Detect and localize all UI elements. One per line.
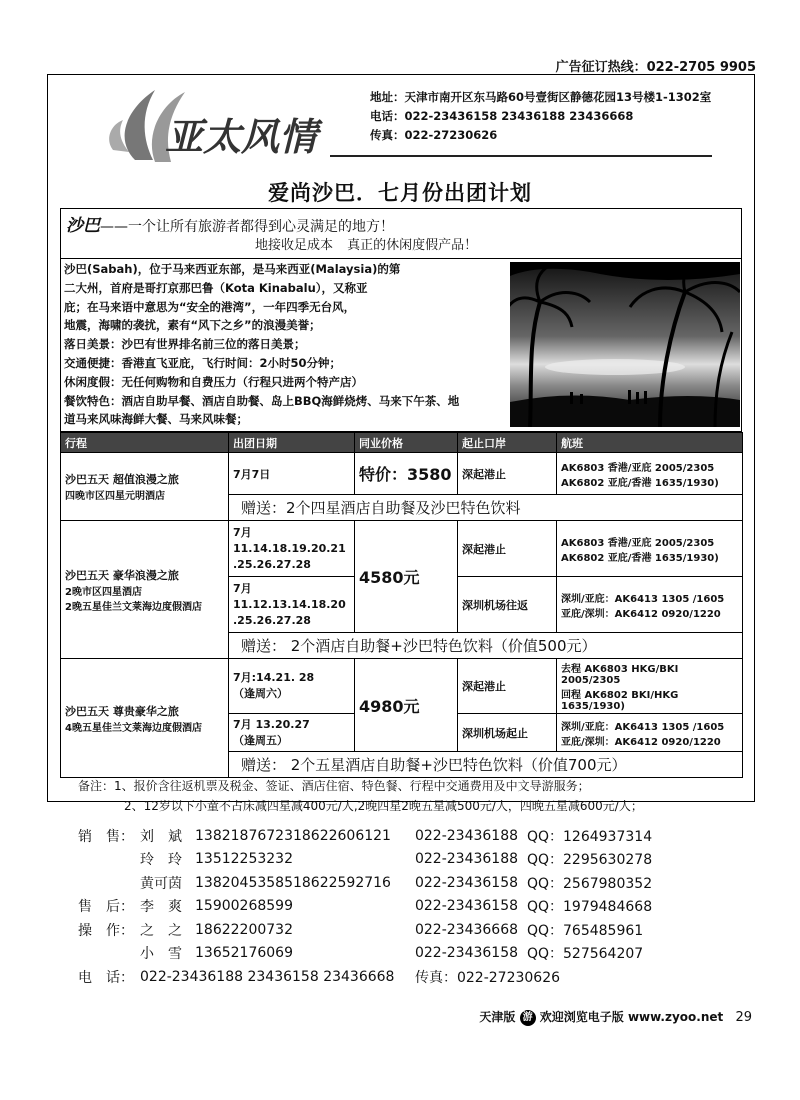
contact-role: 售 后： xyxy=(78,899,134,916)
contact-qq: QQ：765485961 xyxy=(526,922,644,939)
contact-list xyxy=(78,824,677,989)
slogan-line1 xyxy=(66,211,394,236)
intro-line: 交通便捷：香港直飞亚庇，飞行时间：2小时50分钟； xyxy=(64,355,342,370)
tour-hotel: 2晚市区四星酒店 xyxy=(65,586,142,598)
tour-cell xyxy=(61,521,229,659)
date-line: （逢周六） xyxy=(233,687,288,700)
header-cell: 航班 xyxy=(557,433,743,453)
tour-cell xyxy=(61,453,229,521)
contact-mobile: 15900268599 xyxy=(195,898,293,915)
contact-qq: QQ：2567980352 xyxy=(526,875,653,892)
tour-name: 沙巴五天 豪华浪漫之旅 xyxy=(65,568,179,582)
flight-cell xyxy=(557,521,743,577)
flight-line: 亚庇/深圳：AK6412 0920/1220 xyxy=(561,736,721,748)
gift-cell: 赠送：2个四星酒店自助餐及沙巴特色饮料 xyxy=(229,495,743,521)
tour-hotel: 四晚市区四星元明酒店 xyxy=(65,491,165,502)
price-cell: 特价：3580 xyxy=(355,453,458,495)
flight-line: AK6803 香港/亚庇 2005/2305 xyxy=(561,537,715,549)
flight-line: AK6802 亚庇/香港 1635/1930) xyxy=(561,477,719,489)
flight-line: 去程 AK6803 HKG/BKI 2005/2305 xyxy=(561,664,679,686)
contact-mobile xyxy=(293,895,415,919)
date-line: .25.26.27.28 xyxy=(233,557,311,571)
date-cell xyxy=(229,521,355,577)
contact-mobile: 13652176069 xyxy=(195,945,293,962)
ad-hotline: 广告征订热线：022-2705 9905 xyxy=(555,60,756,75)
slogan-line2: 地接收足成本 真正的休闲度假产品！ xyxy=(255,238,478,253)
date-line: .25.26.27.28 xyxy=(233,613,311,627)
flight-line: AK6803 香港/亚庇 2005/2305 xyxy=(561,462,715,474)
intro-line: 沙巴(Sabah)，位于马来西亚东部，是马来西亚(Malaysia)的第 xyxy=(64,262,401,276)
contact-tel: 022-23436158 xyxy=(414,898,519,915)
intro-line: 餐饮特色：酒店自助早餐、酒店自助餐、岛上BBQ海鲜烧烤、马来下午茶、地 xyxy=(64,393,460,408)
contact-name: 李 爽 xyxy=(140,899,182,916)
tour-hotel: 2晚五星佳兰文莱海边度假酒店 xyxy=(65,601,202,613)
contact-mobile: 18622592716 xyxy=(292,874,391,891)
intro-line: 道马来风味海鲜大餐、马来风味餐； xyxy=(64,412,248,427)
contact-mobile: 13512253232 xyxy=(195,851,293,868)
date-line: （逢周五） xyxy=(233,733,288,747)
port-cell: 深起港止 xyxy=(458,659,557,714)
company-fax: 传真：022-27230626 xyxy=(370,128,498,142)
contact-mobile: 13820453585 xyxy=(195,874,293,891)
header-cell: 同业价格 xyxy=(355,433,458,453)
header-divider xyxy=(330,155,712,157)
date-line: 7月 xyxy=(233,525,252,539)
company-contact xyxy=(370,88,711,145)
flight-line: 深圳/亚庇：AK6413 1305 /1605 xyxy=(561,721,725,733)
contact-tel: 022-23436668 xyxy=(414,921,519,938)
header-cell: 起止口岸 xyxy=(458,433,557,453)
contact-name: 刘 斌 xyxy=(140,828,182,845)
flight-cell xyxy=(557,577,743,633)
date-cell xyxy=(229,714,355,752)
phone-row xyxy=(78,965,677,989)
intro-line: 落日美景：沙巴有世界排名前三位的落日美景； xyxy=(64,337,306,352)
contact-tel: 022-23436188 xyxy=(414,827,519,844)
contact-tel: 022-23436158 xyxy=(414,945,519,962)
intro-line: 二大州，首府是哥打京那巴鲁（Kota Kinabalu），又称亚 xyxy=(64,280,368,295)
contact-name: 小 雪 xyxy=(140,946,182,963)
port-cell: 深圳机场往返 xyxy=(458,577,557,633)
flight-line: 亚庇/深圳：AK6412 0920/1220 xyxy=(561,608,721,620)
price-cell: 4580元 xyxy=(355,521,458,633)
price-cell: 4980元 xyxy=(355,659,458,752)
footer-text[interactable]: 欢迎浏览电子版 www.zyoo.net xyxy=(539,1010,724,1024)
contact-name: 黄可茵 xyxy=(140,875,182,892)
contact-role xyxy=(78,942,140,966)
contact-tel: 022-23436158 xyxy=(414,874,519,891)
date-cell xyxy=(229,659,355,714)
logo-text: 亚太风情 xyxy=(165,115,318,159)
company-logo xyxy=(105,80,335,172)
header-cell: 出团日期 xyxy=(229,433,355,453)
contact-name: 之 之 xyxy=(140,922,182,939)
gift-cell: 赠送： 2个酒店自助餐+沙巴特色饮料（价值500元） xyxy=(229,633,743,659)
intro-text xyxy=(64,260,504,429)
contact-row xyxy=(78,895,677,919)
contact-qq: QQ：2295630278 xyxy=(526,852,653,869)
table-header-row xyxy=(61,433,743,453)
slogan-text: ——一个让所有旅游者都得到心灵满足的地方！ xyxy=(100,219,394,235)
contact-mobile xyxy=(293,918,415,942)
phone-numbers: 022-23436188 23436158 23436668 xyxy=(140,968,395,985)
gift-cell: 赠送： 2个五星酒店自助餐+沙巴特色饮料（价值700元） xyxy=(229,752,743,778)
date-line: 11.12.13.14.18.20 xyxy=(233,597,346,611)
phone-label: 电 话： xyxy=(78,969,134,986)
date-line: 7月:14.21. 28 xyxy=(233,671,315,684)
page-title: 爱尚沙巴．七月份出团计划 xyxy=(268,181,532,205)
notes-label: 备注： xyxy=(78,779,115,793)
footer-edition: 天津版 xyxy=(479,1010,516,1024)
company-phone: 电话：022-23436158 23436188 23436668 xyxy=(370,109,634,123)
port-cell: 深起港止 xyxy=(458,521,557,577)
contact-qq: QQ：1979484668 xyxy=(526,899,653,916)
intro-line: 庇；在马来语中意思为“安全的港湾”，一年四季无台风， xyxy=(64,299,356,314)
schedule-table xyxy=(60,432,743,778)
contact-row xyxy=(78,871,677,895)
tour-name: 沙巴五天 尊贵豪华之旅 xyxy=(65,704,179,718)
contact-role: 操 作： xyxy=(78,922,134,939)
footer xyxy=(479,1008,752,1026)
note-item: 2、12岁以下小童不占床减四星减400元/人,2晚四星2晚五星减500元/人，四晚五星减600元/人； xyxy=(124,799,643,813)
intro-line: 休闲度假：无任何购物和自费压力（行程只进两个特产店） xyxy=(64,374,363,389)
notes xyxy=(78,776,643,816)
sunset-photo xyxy=(510,262,740,427)
contact-row xyxy=(78,848,677,872)
flight-cell xyxy=(557,453,743,495)
date-line: 7月 13.20.27 xyxy=(233,717,310,731)
slogan-highlight: 沙巴 xyxy=(66,216,100,236)
flight-cell xyxy=(557,714,743,752)
intro-divider xyxy=(60,258,742,259)
flight-cell xyxy=(557,659,743,714)
contact-role: 销 售： xyxy=(78,828,134,845)
date-cell: 7月7日 xyxy=(229,453,355,495)
site-badge-icon: 游 xyxy=(520,1010,536,1026)
intro-line: 地震，海啸的袭扰，素有“风下之乡”的浪漫美誉； xyxy=(64,318,321,333)
contact-qq: QQ：527564207 xyxy=(526,946,644,963)
contact-row xyxy=(78,824,677,848)
contact-role xyxy=(78,848,140,872)
contact-row xyxy=(78,918,677,942)
page-number: 29 xyxy=(735,1010,752,1025)
tour-hotel: 4晚五星佳兰文莱海边度假酒店 xyxy=(65,722,202,734)
contact-name: 玲 玲 xyxy=(140,852,182,869)
company-address: 地址：天津市南开区东马路60号壹街区静德花园13号楼1-1302室 xyxy=(370,90,712,104)
table-row xyxy=(61,659,743,714)
port-cell: 深起港止 xyxy=(458,453,557,495)
note-item: 1、报价含往返机票及税金、签证、酒店住宿、特色餐、行程中交通费用及中文导游服务； xyxy=(114,779,590,793)
date-cell xyxy=(229,577,355,633)
contact-mobile xyxy=(293,848,415,872)
contact-qq: QQ：1264937314 xyxy=(526,828,653,845)
port-cell: 深圳机场起止 xyxy=(458,714,557,752)
flight-line: 深圳/亚庇：AK6413 1305 /1605 xyxy=(561,593,725,605)
contact-row xyxy=(78,942,677,966)
tour-name: 沙巴五天 超值浪漫之旅 xyxy=(65,473,179,486)
date-line: 7月 xyxy=(233,581,252,595)
header-cell: 行程 xyxy=(61,433,229,453)
phone-fax: 传真：022-27230626 xyxy=(414,969,561,986)
table-row xyxy=(61,521,743,577)
flight-line: AK6802 亚庇/香港 1635/1930) xyxy=(561,552,719,564)
contact-mobile: 18622200732 xyxy=(195,921,293,938)
contact-mobile: 18622606121 xyxy=(292,827,391,844)
contact-mobile: 13821876723 xyxy=(195,827,293,844)
contact-tel: 022-23436188 xyxy=(414,851,519,868)
contact-mobile xyxy=(293,942,415,966)
date-line: 11.14.18.19.20.21 xyxy=(233,541,346,555)
table-row xyxy=(61,453,743,495)
contact-role xyxy=(78,871,140,895)
flight-line: 回程 AK6802 BKI/HKG 1635/1930) xyxy=(561,690,679,712)
tour-cell xyxy=(61,659,229,778)
